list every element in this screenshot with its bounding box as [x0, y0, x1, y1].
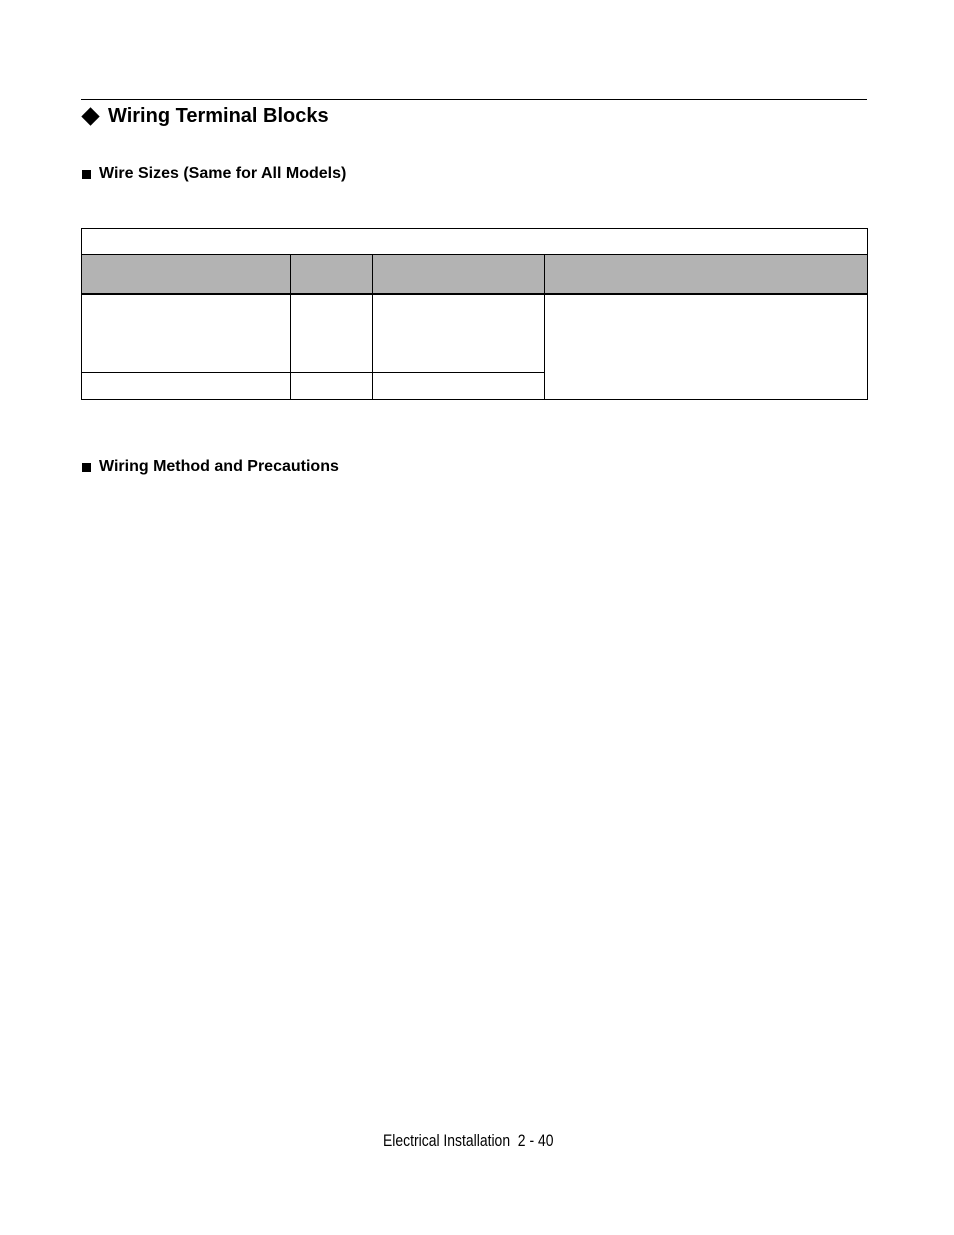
section-title	[81, 103, 329, 129]
table-cell	[82, 372, 291, 399]
table-cell	[373, 372, 545, 399]
wire-sizes-table	[81, 228, 868, 400]
square-bullet-icon	[82, 463, 91, 472]
section-title-text: Wiring Terminal Blocks	[108, 104, 329, 127]
table-header-cell	[373, 255, 545, 295]
table-cell	[291, 294, 373, 372]
square-bullet-icon	[82, 170, 91, 179]
table-header-cell	[291, 255, 373, 295]
diamond-bullet-icon	[81, 107, 100, 126]
table-header-cell	[545, 255, 868, 295]
page-footer: Electrical Installation 2 - 40	[383, 1131, 554, 1150]
table-cell	[373, 294, 545, 372]
table-row	[82, 294, 868, 372]
subheading-wiring-method	[82, 457, 339, 477]
table-cell	[82, 294, 291, 372]
table-caption	[82, 229, 868, 255]
table-cell-merged	[545, 294, 868, 399]
subheading-wiring-method-text: Wiring Method and Precautions	[99, 458, 339, 475]
table-header-cell	[82, 255, 291, 295]
table-cell	[291, 372, 373, 399]
subheading-wire-sizes-text: Wire Sizes (Same for All Models)	[99, 165, 347, 182]
subheading-wire-sizes	[82, 164, 346, 184]
header-rule	[81, 99, 867, 100]
table-header-row	[82, 255, 868, 295]
table-caption-row	[82, 229, 868, 255]
